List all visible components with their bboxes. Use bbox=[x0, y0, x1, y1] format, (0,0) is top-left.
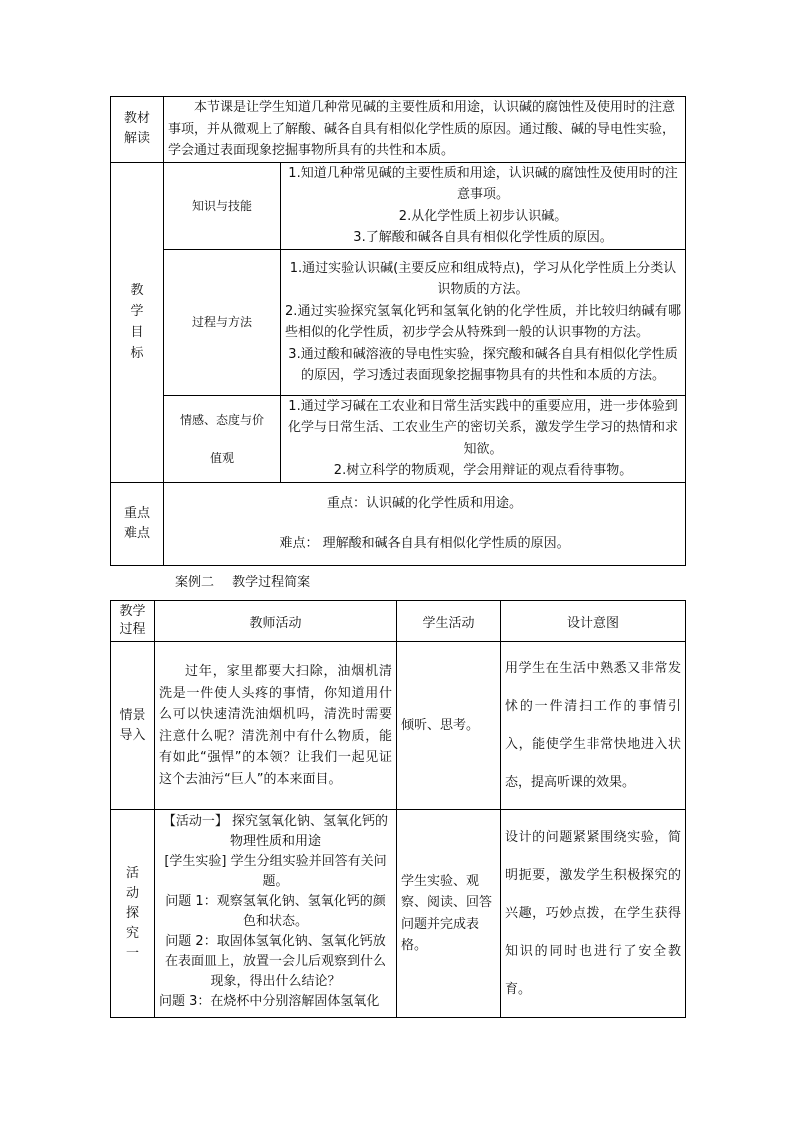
key-cell bbox=[164, 482, 686, 565]
emotion-item: 1.通过学习碱在工农业和日常生活实践中的重要应用，进一步体验到化学与日常生活、工农业生产的密切关系，激发学生学习的热情和求知欲。 bbox=[288, 398, 679, 457]
process-item: 1.通过实验认识碱(主要反应和组成特点)，学习从化学性质上分类认识物质的方法。 bbox=[289, 260, 677, 297]
goals-label: 教 学 目 标 bbox=[111, 162, 164, 482]
knowledge-item: 3.了解酸和碱各自具有相似化学性质的原因。 bbox=[353, 230, 613, 245]
key-label: 重点 难点 bbox=[111, 482, 164, 565]
table-row bbox=[111, 810, 686, 1018]
teacher-line: 【活动一】 探究氢氧化钠、氢氧化钙的物理性质和用途 bbox=[162, 814, 389, 849]
emotion-cell bbox=[281, 395, 686, 482]
knowledge-item: 2.从化学性质上初步认识碱。 bbox=[398, 208, 568, 224]
difficult-point: 难点： 理解酸和碱各自具有相似化学性质的原因。 bbox=[279, 535, 570, 551]
process-item: 3.通过酸和碱溶液的导电性实验，探究酸和碱各自具有相似化学性质的原因，学习透过表面现象挖掘事物具有的共性和本质的方法。 bbox=[288, 346, 678, 383]
header-row bbox=[111, 601, 686, 642]
student-activity: 学生实验、观察、阅读、回答问题并完成表格。 bbox=[397, 810, 501, 1018]
emotion-label: 情感、态度与价 值观 bbox=[164, 395, 281, 482]
teacher-line: 问题 3：在烧杯中分别溶解固体氢氧化 bbox=[159, 994, 380, 1009]
teacher-line: 问题 1：观察氢氧化钠、氢氧化钙的颜色和状态。 bbox=[165, 894, 386, 929]
teacher-line: 问题 2：取固体氢氧化钠、氢氧化钙放在表面皿上，放置一会儿后观察到什么现象，得出什么结论？ bbox=[164, 934, 386, 989]
knowledge-item: 1.知道几种常见碱的主要性质和用途，认识碱的腐蚀性及使用时的注意事项。 bbox=[288, 165, 678, 202]
stage-label: 情景 导入 bbox=[111, 642, 155, 810]
knowledge-cell bbox=[281, 162, 686, 249]
emotion-item: 2.树立科学的物质观，学会用辩证的观点看待事物。 bbox=[333, 463, 633, 478]
section-caption bbox=[175, 571, 324, 590]
header-student: 学生活动 bbox=[397, 601, 501, 642]
process-label: 过程与方法 bbox=[164, 249, 281, 395]
process-cell bbox=[281, 249, 686, 395]
design-intent: 用学生在生活中熟悉又非常发怵的一件清扫工作的事情引入，能使学生非常快地进入状态，提高听课的效果。 bbox=[501, 642, 686, 810]
header-design: 设计意图 bbox=[501, 601, 686, 642]
student-activity: 倾听、思考。 bbox=[397, 642, 501, 810]
teacher-activity bbox=[155, 810, 397, 1018]
material-label: 教材 解读 bbox=[111, 97, 164, 163]
process-item: 2.通过实验探究氢氧化钙和氢氧化钠的化学性质，并比较归纳碱有哪些相似的化学性质，初步学会从特殊到一般的认识事物的方法。 bbox=[285, 303, 682, 340]
material-text: 本节课是让学生知道几种常见碱的主要性质和用途，认识碱的腐蚀性及使用时的注意事项，并从微观上了解酸、碱各自具有相似化学性质的原因。通过酸、碱的导电性实验，学会通过表面现象挖掘事物所具有的共性和本质。 bbox=[164, 97, 686, 163]
knowledge-label: 知识与技能 bbox=[164, 162, 281, 249]
design-intent: 设计的问题紧紧围绕实验，简明扼要，激发学生积极探究的兴趣，巧妙点拨，在学生获得知识的同时也进行了安全教育。 bbox=[501, 810, 686, 1018]
case-title: 教学过程简案 bbox=[232, 575, 311, 590]
stage-label: 活 动 探 究 一 bbox=[111, 810, 155, 1018]
header-stage: 教学 过程 bbox=[111, 601, 155, 642]
process-table bbox=[110, 600, 686, 1018]
key-point: 重点：认识碱的化学性质和用途。 bbox=[327, 496, 523, 511]
header-teacher: 教师活动 bbox=[155, 601, 397, 642]
teacher-line: [学生实验] 学生分组实验并回答有关问题。 bbox=[164, 854, 387, 889]
table-row bbox=[111, 642, 686, 810]
teacher-activity: 过年，家里都要大扫除，油烟机清洗是一件使人头疼的事情，你知道用什么可以快速清洗油烟机吗，清洗时需要注意什么呢？清洗剂中有什么物质，能有如此“强悍”的本领？让我们一起见证这个去油污“巨人”的本来面目。 bbox=[155, 642, 397, 810]
case-label: 案例二 bbox=[175, 575, 215, 590]
objectives-table bbox=[110, 96, 686, 566]
